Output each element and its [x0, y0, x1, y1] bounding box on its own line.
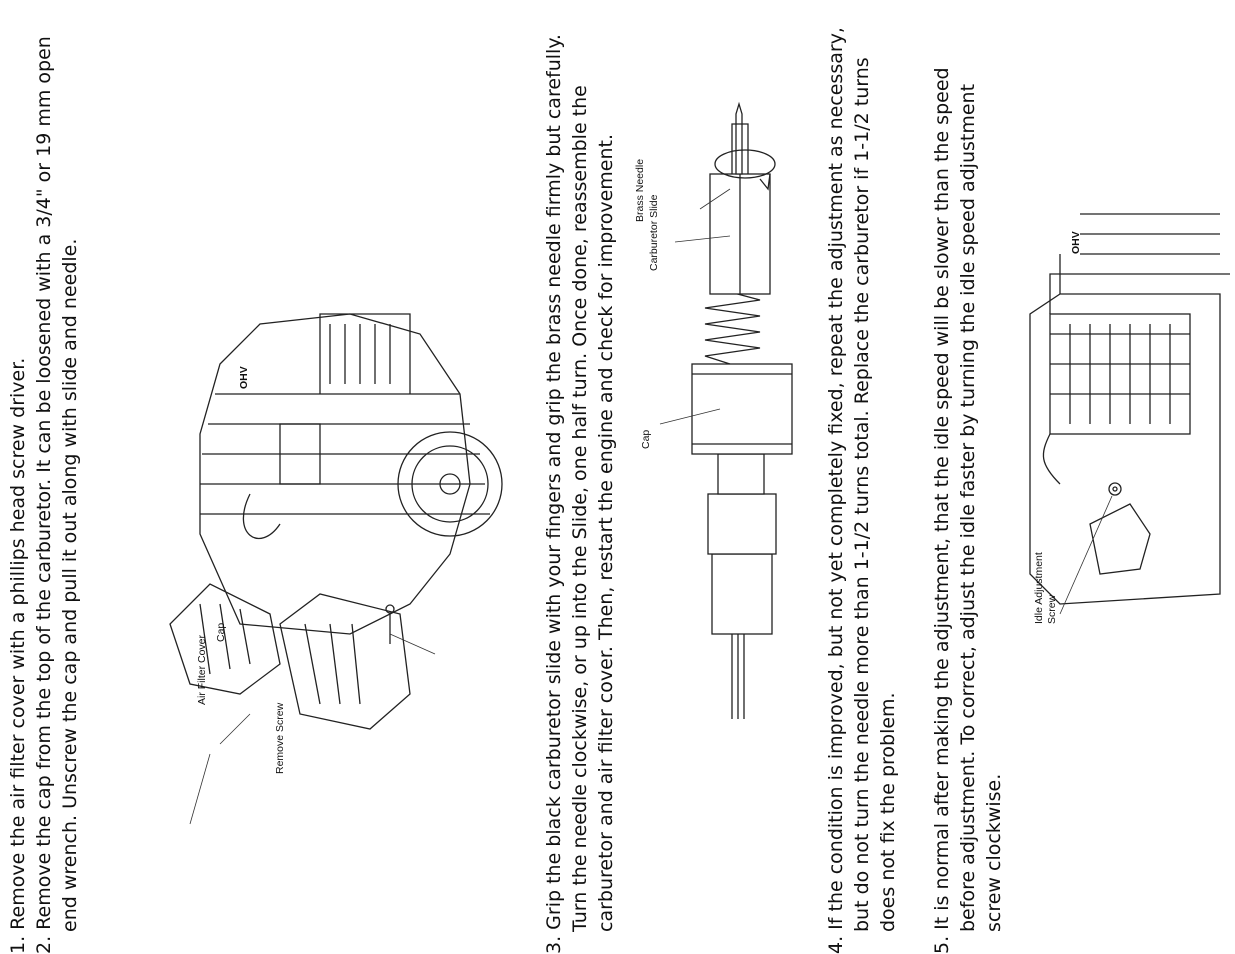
- slide-needle-assembly-diagram: [620, 0, 810, 954]
- engine-air-filter-diagram: [90, 0, 530, 954]
- step-3-text-line1: 3. Grip the black carburetor slide with your fingers and grip the brass needle firmly but carefully.: [543, 34, 565, 954]
- fig3-idle-adjustment-label-line1: Idle Adjustment: [1033, 552, 1045, 624]
- fig2-brass-needle-label: Brass Needle: [634, 158, 646, 222]
- step-4-text-line2: but do not turn the needle more than 1-1/2 turns total. Replace the carburetor if 1-1/2 turns: [851, 57, 873, 932]
- fig3-idle-adjustment-label-line2: Screw: [1046, 594, 1058, 624]
- step-5-text-line1: 5. It is normal after making the adjustment, that the idle speed will be slower than the speed: [931, 67, 953, 954]
- step-3-text-line3: carburetor and air filter cover. Then, restart the engine and check for improvement.: [595, 134, 617, 932]
- step-4-text-line3: does not fix the problem.: [877, 692, 899, 932]
- fig2-cap-label: Cap: [640, 429, 652, 449]
- fig2-carburetor-slide-label: Carburetor Slide: [648, 194, 660, 271]
- step-3-text-line2: Turn the needle clockwise, or up into the Slide, one half turn. Once done, reassemble the: [569, 85, 591, 932]
- step-1-text: 1. Remove the air filter cover with a phillips head screw driver.: [7, 357, 29, 954]
- step-5-text-line3: screw clockwise.: [983, 773, 1005, 932]
- step-2-text-line2: end wrench. Unscrew the cap and pull it out along with slide and needle.: [59, 238, 81, 932]
- step-2-text-line1: 2. Remove the cap from the top of the carburetor. It can be loosened with a 3/4" or 19 mm open: [33, 36, 55, 954]
- fig1-cap-label: Cap: [215, 622, 227, 642]
- fig3-brand-mark: OHV: [1070, 231, 1082, 254]
- step-4-text-line1: 4. If the condition is improved, but not yet completely fixed, repeat the adjustment as necessary,: [825, 27, 847, 954]
- step-5-text-line2: before adjustment. To correct, adjust the idle faster by turning the idle speed adjustment: [957, 83, 979, 932]
- idle-adjustment-diagram: [1020, 0, 1235, 954]
- fig1-brand-mark: OHV: [238, 366, 250, 389]
- fig1-remove-screw-label: Remove Screw: [274, 702, 286, 774]
- fig1-air-filter-cover-label: Air Filter Cover: [196, 634, 208, 705]
